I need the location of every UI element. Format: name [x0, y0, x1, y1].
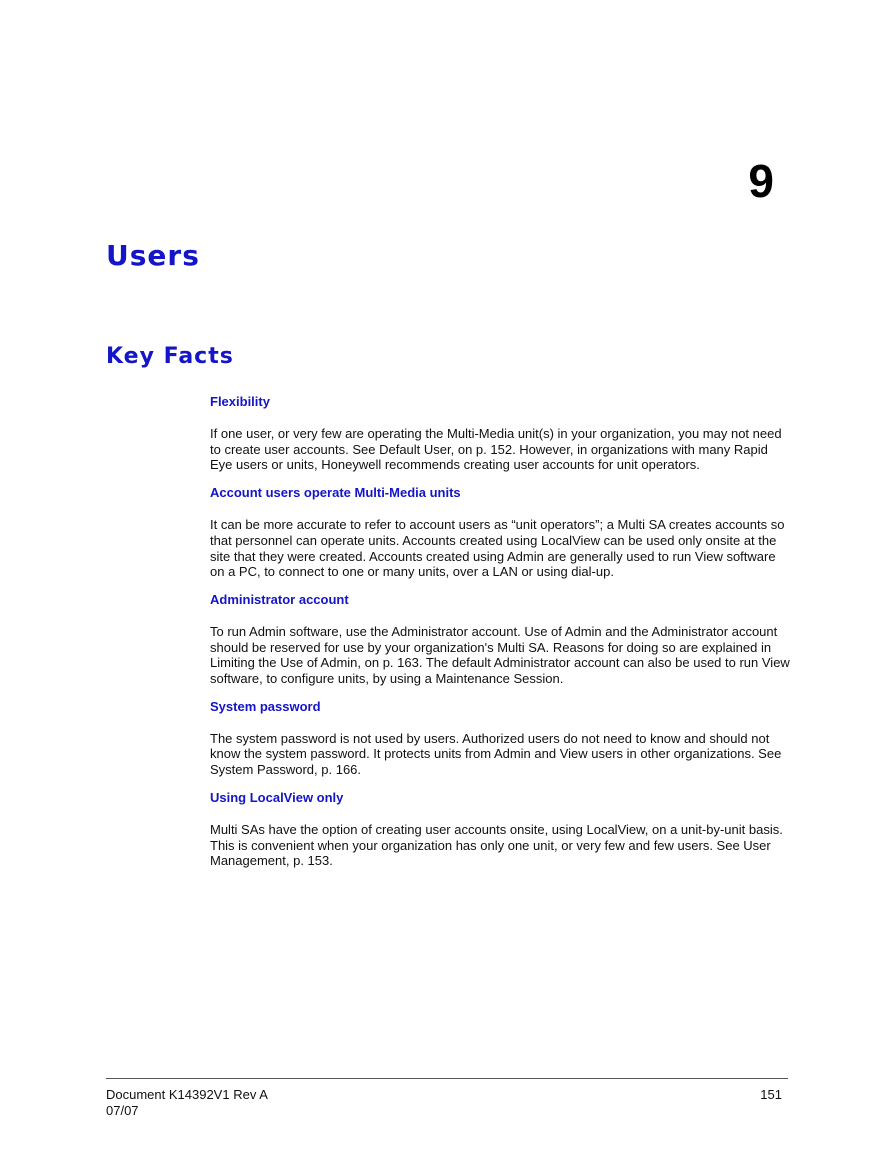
fact-heading: Administrator account [210, 591, 349, 607]
fact-body: Multi SAs have the option of creating user accounts onsite, using LocalView, on a unit-by-unit basis. This is convenient when your organization has only one unit, or very few and few users. See User Management, p. 153. [210, 821, 783, 869]
fact-body: If one user, or very few are operating the Multi-Media unit(s) in your organization, you may not need to create user accounts. See Default User, on p. 152. However, in organizations with many Rapid Eye users or units, Honeywell recommends creating user accounts for unit operators. [210, 426, 782, 473]
page-number: 151 [760, 1087, 782, 1102]
chapter-title: Users [106, 239, 200, 272]
fact-heading: System password [210, 698, 321, 714]
footer-document-info [106, 1087, 268, 1119]
footer-date: 07/07 [106, 1103, 139, 1118]
key-facts-list [210, 394, 792, 881]
fact-heading: Flexibility [210, 394, 270, 409]
section-title: Key Facts [106, 344, 234, 369]
fact-using-localview [210, 790, 792, 869]
fact-flexibility [210, 394, 792, 473]
fact-administrator-account [210, 592, 792, 687]
fact-body: To run Admin software, use the Administrator account. Use of Admin and the Administrator account should be reserved for use by your organization's Multi SA. Reasons for doing so are explained in Limiting the Use of Admin, on p. 163. The default Administrator account can also be used to run View software, to configure units, by using a Maintenance Session. [210, 623, 790, 687]
fact-heading: Using LocalView only [210, 789, 344, 805]
fact-system-password [210, 699, 792, 778]
fact-heading: Account users operate Multi-Media units [210, 485, 461, 501]
fact-body: The system password is not used by users. Authorized users do not need to know and should not know the system password. It protects units from Admin and View users in other organizations. See System Password, p. 166. [210, 730, 782, 778]
fact-account-users [210, 485, 792, 580]
fact-body: It can be more accurate to refer to account users as “unit operators”; a Multi SA creates accounts so that personnel can operate units. Accounts created using LocalView can be used only onsite at the site that they were created. Accounts created using Admin are generally used to run View software on a PC, to connect to one or many units, over a LAN or using dial-up. [210, 517, 785, 580]
chapter-number: 9 [748, 155, 774, 207]
footer-document-id: Document K14392V1 Rev A [106, 1087, 268, 1102]
footer-divider [106, 1078, 788, 1079]
